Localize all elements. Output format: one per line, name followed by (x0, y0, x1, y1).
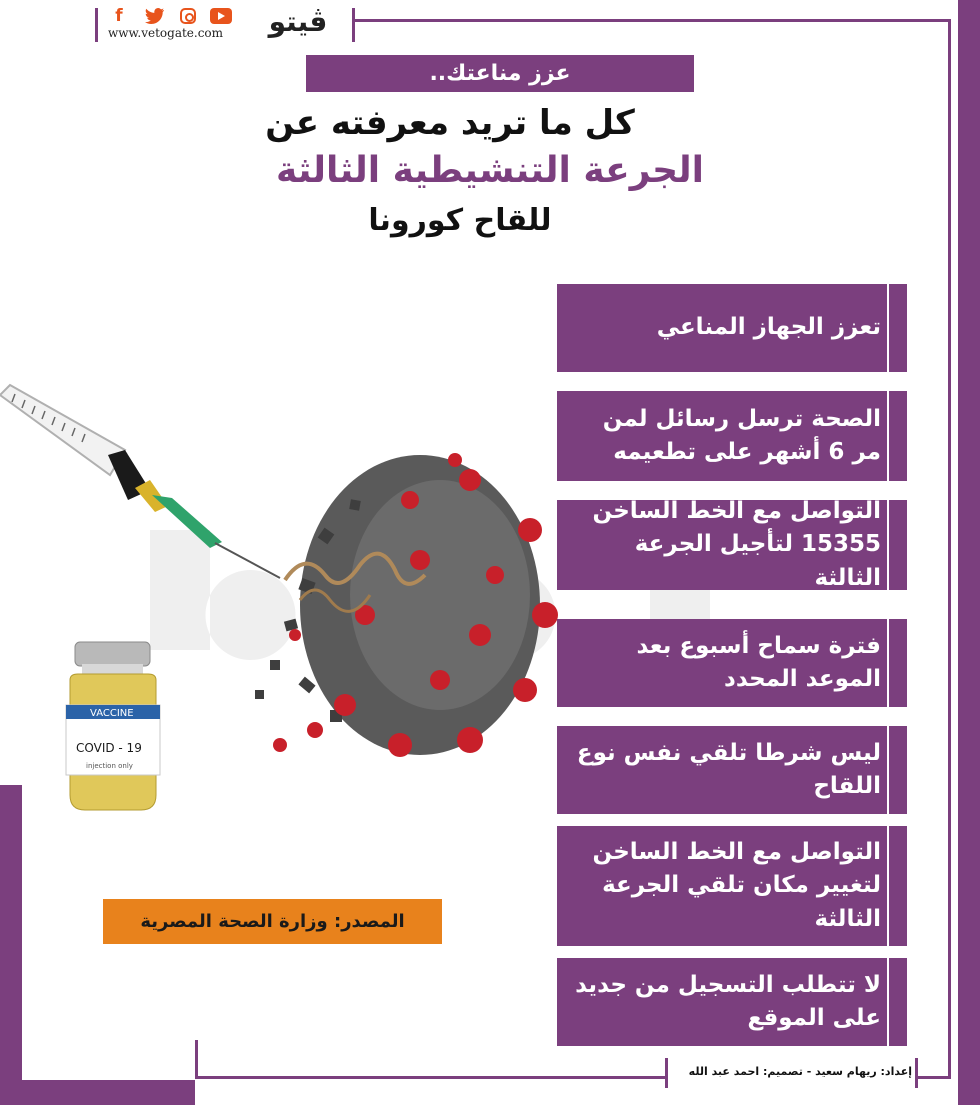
source-label: المصدر: وزارة الصحة المصرية (103, 899, 442, 944)
frame-bottom-line-right (915, 1076, 951, 1079)
credits-separator-right (915, 1058, 918, 1088)
title-kicker: عزز مناعتك.. (306, 55, 694, 92)
logo-wordmark: ڤيتو (268, 4, 328, 38)
coronavirus-icon (255, 453, 558, 757)
vial-band-label: VACCINE (90, 708, 134, 719)
fact-card-5: ليس شرطا تلقي نفس نوع اللقاح (557, 726, 907, 814)
syringe-icon (0, 385, 280, 578)
fact-card-3: التواصل مع الخط الساخن 15355 لتأجيل الجرعة الثالثة (557, 500, 907, 590)
instagram-icon[interactable] (180, 8, 196, 24)
fact-card-6: التواصل مع الخط الساخن لتغيير مكان تلقي الجرعة الثالثة (557, 826, 907, 946)
twitter-icon[interactable] (144, 7, 166, 25)
vial-name-label: COVID - 19 (76, 741, 142, 755)
vial-note-label: injection only (86, 762, 133, 770)
frame-logo-tick (352, 8, 355, 42)
credits-separator (665, 1058, 668, 1088)
frame-bottom-line (195, 1076, 665, 1079)
frame-top-line (355, 19, 951, 22)
vaccine-illustration (0, 380, 560, 840)
fact-card-4: فترة سماح أسبوع بعد الموعد المحدد (557, 619, 907, 707)
bottom-left-accent-bar (0, 1080, 195, 1105)
title-line-1: كل ما تريد معرفته عن (265, 103, 635, 143)
right-accent-bar (958, 0, 980, 1105)
vaccine-vial-icon (66, 642, 160, 810)
social-links (108, 7, 232, 25)
frame-bottom-left-tick (195, 1040, 198, 1079)
facebook-icon[interactable]: f (115, 6, 123, 26)
site-url[interactable]: www.vetogate.com (108, 26, 224, 40)
fact-card-7: لا تتطلب التسجيل من جديد على الموقع (557, 958, 907, 1046)
title-line-3: للقاح كورونا (368, 203, 552, 238)
fact-card-1: تعزز الجهاز المناعي (557, 284, 907, 372)
youtube-icon[interactable] (210, 8, 232, 24)
credits-line: إعداد: ريهام سعيد - تصميم: احمد عبد الله (688, 1065, 912, 1078)
fact-card-2: الصحة ترسل رسائل لمن مر 6 أشهر على تطعيمه (557, 391, 907, 481)
title-line-2: الجرعة التنشيطية الثالثة (276, 150, 704, 191)
frame-right-line (948, 19, 951, 1079)
frame-left-tick (95, 8, 98, 42)
vetogate-logo[interactable] (248, 2, 348, 40)
